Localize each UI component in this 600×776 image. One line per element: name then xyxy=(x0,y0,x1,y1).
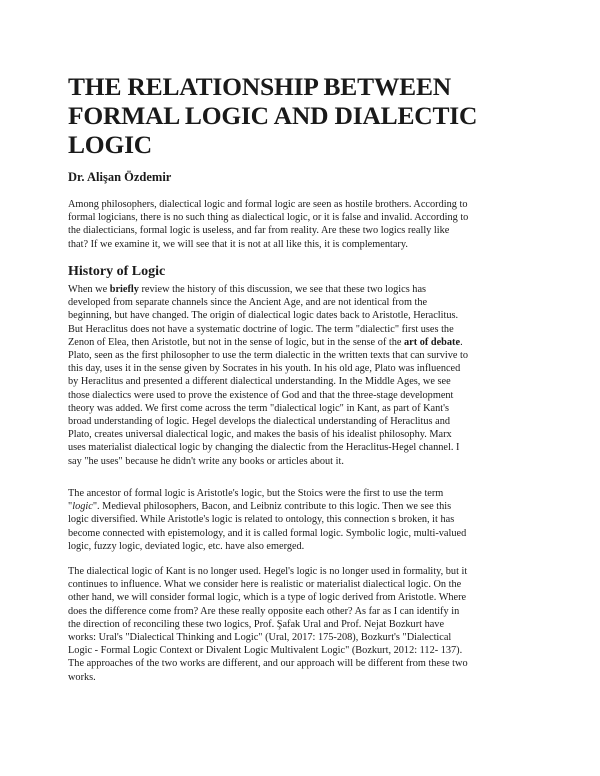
paper-title xyxy=(68,72,538,159)
emphasis-italic: logic xyxy=(72,501,93,513)
text-line: works. xyxy=(68,671,96,683)
text-line: theory was added. We first come across the term "dialectical logic" in Kant, as part of Kant's xyxy=(68,402,449,414)
text-line xyxy=(68,500,538,513)
text-line: the dialecticians, formal logic is useless, and far from reality. Are these two logics really like xyxy=(68,225,450,237)
title-line: FORMAL LOGIC AND DIALECTIC xyxy=(68,101,478,130)
text-line: Plato, seen as the first philosopher to use the term dialectic in the written texts that can survive to xyxy=(68,350,469,362)
text-line: logic diversified. While Aristotle's logic is related to ontology, this connection s broken, it has xyxy=(68,514,455,526)
text-run: review the history of this discussion, we see that these two logics has xyxy=(138,284,427,295)
text-line: Plato, creates universal dialectical logic, and makes the basis of his idealist philosophy. Marx xyxy=(68,429,452,441)
text-line: Among philosophers, dialectical logic and formal logic are seen as hostile brothers. According to xyxy=(68,199,468,210)
text-line: other hand, we will consider formal logic, which is a type of logic derived from Aristotle. Where xyxy=(68,592,467,604)
section-heading: History of Logic xyxy=(68,264,166,279)
text-line: works: Ural's "Dialectical Thinking and Logic" (Ural, 2017: 175-208), Bozkurt's "Dialectical xyxy=(68,632,452,644)
formal-logic-paragraph xyxy=(68,487,538,553)
text-line: the direction of reconciling these two logics, Prof. Şafak Ural and Prof. Nejat Bozkurt have xyxy=(68,618,445,630)
intro-paragraph xyxy=(68,198,538,251)
text-run: " xyxy=(68,501,73,513)
text-line: The approaches of the two works are different, and our approach will be different from these two xyxy=(68,658,468,670)
history-paragraph xyxy=(68,283,538,468)
text-line: The dialectical logic of Kant is no longer used. Hegel's logic is no longer used in formality, but it xyxy=(68,566,468,577)
text-run: When we xyxy=(68,284,110,295)
text-line: developed from separate channels since the Ancient Age, and are not identical from the xyxy=(68,297,428,309)
text-line: uses materialist dialectical logic by changing the dialectic from the Heraclitus-Hegel channel. I xyxy=(68,442,460,454)
text-line: The ancestor of formal logic is Aristotle's logic, but the Stoics were the first to use the term xyxy=(68,488,444,499)
text-line: say "he uses" because he didn't write any books or articles about it. xyxy=(68,455,344,467)
text-run: . xyxy=(460,336,463,348)
text-run: ". Medieval philosophers, Bacon, and Leibniz contribute to this logic. Then we see this xyxy=(92,501,452,513)
text-line: those dialectics were used to prove the existence of God and that the three-stage development xyxy=(68,389,454,401)
text-line: But Heraclitus does not have a systematic doctrine of logic. The term "dialectic" first uses the xyxy=(68,323,454,335)
emphasis-bold: art of debate xyxy=(404,336,461,348)
text-line: Logic - Formal Logic Context or Divalent Logic Multivalent Logic" (Bozkurt, 2012: 112- 137). xyxy=(68,645,463,657)
text-run: Zenon of Elea, then Aristotle, but not in the sense of logic, but in the sense of the xyxy=(68,336,405,348)
author-name: Dr. Alişan Özdemir xyxy=(68,170,172,184)
text-line: become connected with epistemology, and it is called formal logic. Symbolic logic, multi-valued xyxy=(68,527,467,539)
text-line xyxy=(68,336,538,349)
kant-paragraph xyxy=(68,565,538,684)
text-line: does the difference come from? Are these really opposite each other? As far as I can identify in xyxy=(68,605,460,617)
text-line: by Heraclitus and presented a different dialectical understanding. In the Middle Ages, we see xyxy=(68,376,451,388)
text-line: this day, uses it in the sense given by Socrates in his youth. In his old age, Plato was influenced xyxy=(68,363,461,375)
text-line: that? If we examine it, we will see that it is not at all like this, it is complementary. xyxy=(68,238,408,250)
text-line: broad understanding of logic. Hegel develops the dialectical understanding of Heraclitus and xyxy=(68,416,451,428)
text-line: continues to influence. What we consider here is realistic or materialist dialectical logic. On the xyxy=(68,579,462,591)
text-line: formal logicians, there is no such thing as dialectical logic, or it is false and invalid. According to xyxy=(68,212,469,224)
title-line: THE RELATIONSHIP BETWEEN xyxy=(68,72,452,101)
title-line: LOGIC xyxy=(68,130,153,159)
text-line: beginning, but have changed. The origin of dialectical logic dates back to Aristotle, Heraclitus. xyxy=(68,310,459,322)
emphasis-bold: briefly xyxy=(109,284,139,295)
text-line: logic, fuzzy logic, deviated logic, etc. have also emerged. xyxy=(68,540,305,552)
text-line xyxy=(68,283,538,296)
